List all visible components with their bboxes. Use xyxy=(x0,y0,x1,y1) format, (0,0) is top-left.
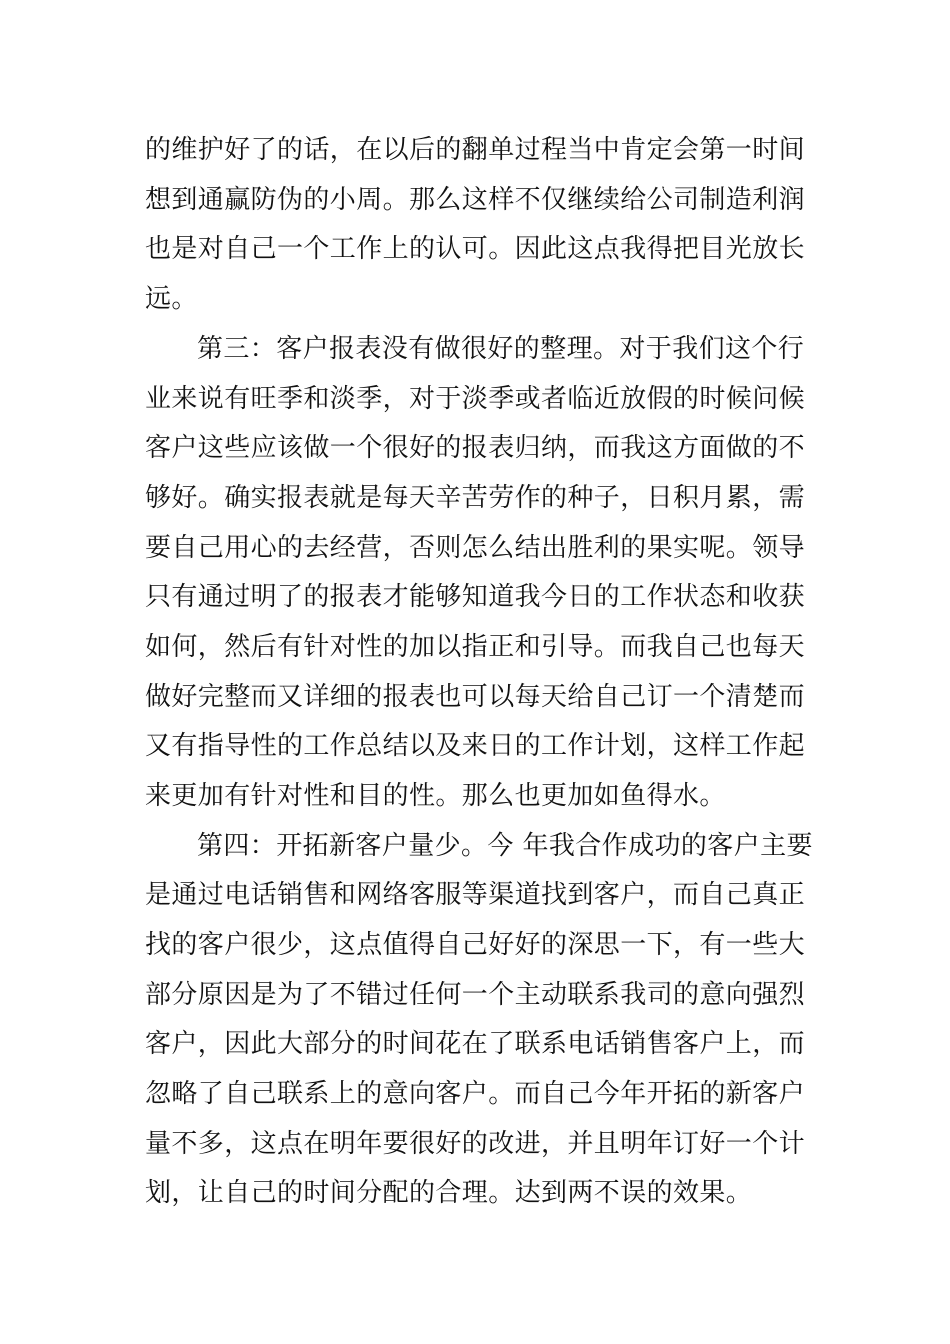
paragraph-1-line-1: 的维护好了的话，在以后的翻单过程当中肯定会第一时间 xyxy=(145,135,806,165)
paragraph-2-line-2: 业来说有旺季和淡季，对于淡季或者临近放假的时候问候 xyxy=(145,384,806,414)
paragraph-3-line-1: 第四：开拓新客户量少。今 年我合作成功的客户主要 xyxy=(197,831,813,861)
paragraph-3-line-3: 找的客户很少，这点值得自己好好的深思一下，有一些大 xyxy=(145,930,806,960)
paragraph-1-line-2: 想到通赢防伪的小周。那么这样不仅继续给公司制造利润 xyxy=(145,185,806,215)
paragraph-3-line-6: 忽略了自己联系上的意向客户。而自己今年开拓的新客户 xyxy=(145,1079,806,1109)
paragraph-2-line-5: 要自己用心的去经营，否则怎么结出胜利的果实呢。领导 xyxy=(145,533,806,563)
paragraph-3-line-2: 是通过电话销售和网络客服等渠道找到客户，而自己真正 xyxy=(145,880,806,910)
paragraph-2-line-7: 如何，然后有针对性的加以指正和引导。而我自己也每天 xyxy=(145,632,806,662)
paragraph-3-line-7: 量不多，这点在明年要很好的改进，并且明年订好一个计 xyxy=(145,1129,806,1159)
paragraph-2-line-10: 来更加有针对性和目的性。那么也更加如鱼得水。 xyxy=(145,781,726,811)
paragraph-1-line-3: 也是对自己一个工作上的认可。因此这点我得把目光放长 xyxy=(145,234,806,264)
paragraph-2-line-3: 客户这些应该做一个很好的报表归纳，而我这方面做的不 xyxy=(145,433,806,463)
paragraph-3-line-5: 客户，因此大部分的时间花在了联系电话销售客户上，而 xyxy=(145,1029,806,1059)
paragraph-1-line-4: 远。 xyxy=(145,284,198,314)
paragraph-2-line-8: 做好完整而又详细的报表也可以每天给自己订一个清楚而 xyxy=(145,682,806,712)
paragraph-2-line-6: 只有通过明了的报表才能够知道我今日的工作状态和收获 xyxy=(145,582,806,612)
paragraph-2-line-9: 又有指导性的工作总结以及来日的工作计划，这样工作起 xyxy=(145,731,806,761)
paragraph-2-line-1: 第三：客户报表没有做很好的整理。对于我们这个行 xyxy=(197,334,805,364)
paragraph-3-line-4: 部分原因是为了不错过任何一个主动联系我司的意向强烈 xyxy=(145,980,806,1010)
paragraph-2-line-4: 够好。确实报表就是每天辛苦劳作的种子，日积月累，需 xyxy=(145,483,806,513)
paragraph-3-line-8: 划，让自己的时间分配的合理。达到两不误的效果。 xyxy=(145,1178,753,1208)
